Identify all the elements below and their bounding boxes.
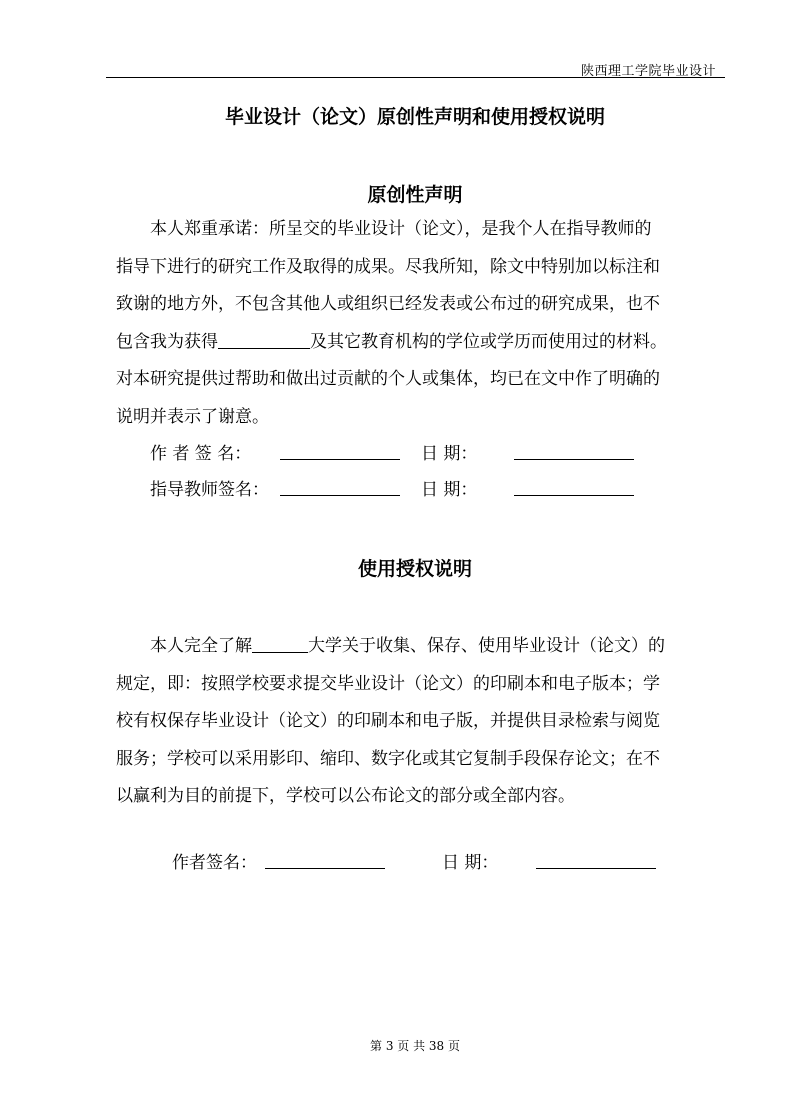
author-signature-line (280, 459, 400, 460)
authorization-line: 校有权保存毕业设计（论文）的印刷本和电子版，并提供目录检索与阅览 (116, 711, 660, 731)
advisor-date-line (514, 495, 634, 496)
author-date-line (514, 459, 634, 460)
degree-blank (218, 331, 310, 349)
originality-line: 指导下进行的研究工作及取得的成果。尽我所知，除文中特别加以标注和 (116, 256, 660, 277)
originality-title: 原创性声明 (367, 184, 463, 206)
advisor-signature-label: 指导教师签名： (150, 480, 269, 500)
originality-line-with-blank (116, 324, 716, 362)
authorization-line-part: 大学关于收集、保存、使用毕业设计（论文）的 (308, 636, 665, 656)
auth-author-signature-label: 作者签名： (172, 853, 257, 873)
authorization-line: 服务；学校可以采用影印、缩印、数字化或其它复制手段保存论文；在不 (116, 748, 660, 769)
auth-date-label: 日 期： (442, 853, 499, 873)
advisor-date-label: 日 期： (421, 480, 478, 500)
originality-line: 对本研究提供过帮助和做出过贡献的个人或集体，均已在文中作了明确的 (116, 369, 660, 389)
authorization-line: 以赢利为目的前提下，学校可以公布论文的部分或全部内容。 (116, 786, 575, 806)
authorization-line-part: 本人完全了解 (150, 636, 252, 656)
auth-author-signature-line (265, 868, 385, 869)
originality-line-part: 及其它教育机构的学位或学历而使用过的材料。 (310, 331, 667, 352)
advisor-signature-line (280, 495, 400, 496)
originality-line: 致谢的地方外，不包含其他人或组织已经发表或公布过的研究成果，也不 (116, 294, 660, 314)
page-title: 毕业设计（论文）原创性声明和使用授权说明 (224, 106, 605, 128)
authorization-line: 规定，即：按照学校要求提交毕业设计（论文）的印刷本和电子版本；学 (116, 673, 660, 694)
authorization-paragraph (116, 628, 716, 816)
header-divider (106, 77, 725, 78)
authorization-title: 使用授权说明 (357, 558, 472, 580)
page-number: 第 3 页 共 38 页 (370, 1039, 460, 1053)
header-school-name: 陕西理工学院毕业设计 (580, 64, 716, 79)
originality-line-part: 包含我为获得 (116, 331, 218, 352)
originality-paragraph (116, 211, 716, 436)
authorization-line-with-blank (116, 628, 716, 666)
auth-date-line (536, 868, 656, 869)
author-date-label: 日 期： (421, 444, 478, 464)
originality-line: 说明并表示了谢意。 (116, 406, 269, 427)
author-signature-label: 作 者 签 名： (150, 444, 252, 464)
university-blank (252, 635, 308, 653)
originality-line: 本人郑重承诺：所呈交的毕业设计（论文），是我个人在指导教师的 (150, 219, 652, 239)
